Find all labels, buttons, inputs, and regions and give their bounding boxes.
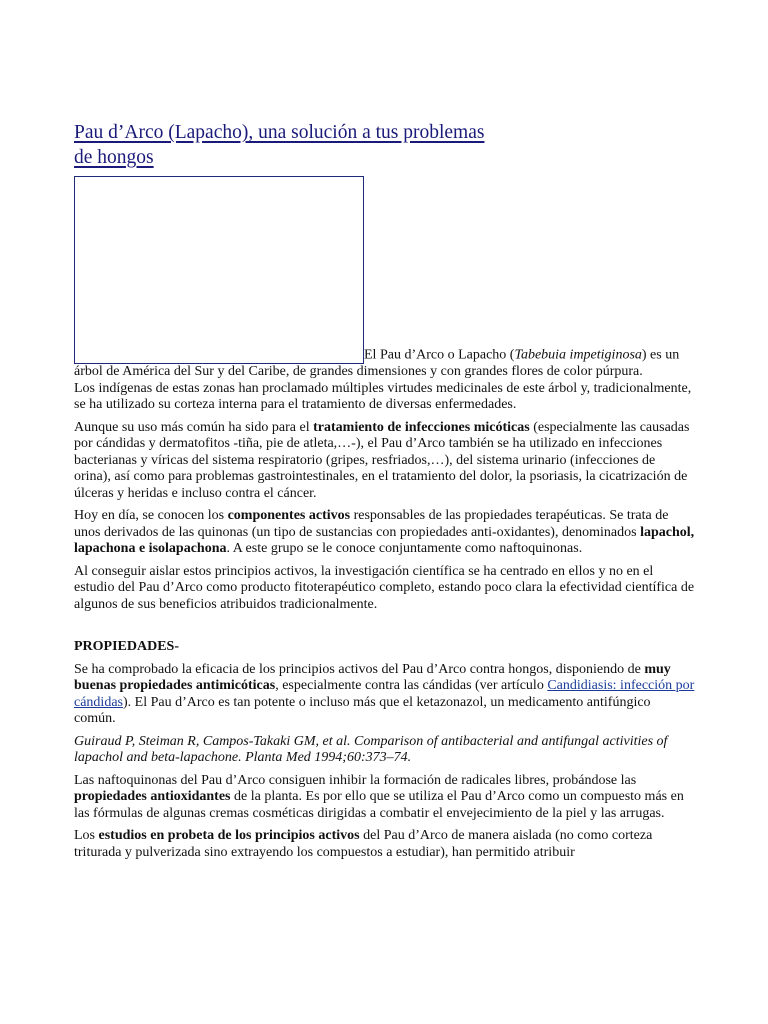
lapacho-image-placeholder (74, 176, 364, 364)
paragraph-indigenous: Los indígenas de estas zonas han proclamado múltiples virtudes medicinales de este árbol y, tradicionalmente, se ha utilizado su corteza interna para el tratamiento de diversas enfermedades. (74, 380, 692, 412)
citation-reference: Guiraud P, Steiman R, Campos-Takaki GM, et al. Comparison of antibacterial and antifungal activities of lapachol and beta-lapachone. Planta Med 1994;60:373–74. (74, 733, 668, 765)
antioxidant-text-1: Las naftoquinonas del Pau d’Arco consiguen inhibir la formación de radicales libres, probándose las (74, 772, 637, 788)
species-name: Tabebuia impetiginosa (514, 347, 642, 363)
components-text-2: responsables de las propiedades terapéuticas. Se trata de unos derivados de las quinonas (un tipo de sustancias con propiedades anti-oxidantes), denominados (74, 508, 669, 540)
antioxidant-text-2: de la planta. Es por ello que se utiliza el Pau d’Arco como un compuesto más en las fórmulas de algunas cremas cosméticas dirigidas a combatir el envejecimiento de la piel y las arrugas. (74, 789, 684, 821)
components-bold-active: componentes activos (227, 508, 351, 523)
intro-paragraph (74, 176, 695, 381)
intro-text-1: El Pau d’Arco o Lapacho ( (364, 347, 515, 363)
antifungal-text-1: Se ha comprobado la eficacia de los principios activos del Pau d’Arco contra hongos, disponiendo de (74, 661, 645, 677)
components-text-3: . A este grupo se le conoce conjuntamente como naftoquinonas. (226, 541, 583, 556)
section-heading-properties: PROPIEDADES- (74, 639, 180, 654)
article-title-line-1[interactable]: Pau d’Arco (Lapacho), una solución a tus problemas (74, 122, 485, 143)
antifungal-text-3: ). El Pau d’Arco es tan potente o incluso más que el ketazonazol, un medicamento antifúngico común. (74, 694, 651, 726)
uses-text-2: (especialmente las causadas por cándidas y dermatofitos -tiña, pie de atleta,…-), el Pau d’Arco también se ha utilizado en infecciones bacterianas y víricas del sistema respiratorio (gripes, resfriados,…), del sistema urinario (infecciones de orina), así como para problemas gastrointestinales, en el tratamiento del dolor, la psoriasis, la cicatrización de úlceras y heridas e incluso contra el cáncer. (74, 419, 690, 501)
studies-text-1: Los (74, 828, 99, 843)
antifungal-bold: muy buenas propiedades antimicóticas (74, 661, 671, 693)
article-title[interactable] (74, 0, 695, 170)
intro-text-2: ) es un árbol de América del Sur y del Caribe, de grandes dimensiones y con grandes flores de color púrpura. (74, 347, 680, 379)
components-text-1: Hoy en día, se conocen los (74, 508, 228, 523)
uses-text-1: Aunque su uso más común ha sido para el (74, 419, 314, 435)
paragraph-active-components (74, 508, 695, 558)
antioxidant-bold: propiedades antioxidantes (74, 789, 231, 804)
paragraph-research: Al conseguir aislar estos principios activos, la investigación científica se ha centrado en ellos y no en el estudio del Pau d’Arco como producto fitoterapéutico completo, estando poco clara la efectividad científica de algunos de sus beneficios atribuidos tradicionalmente. (74, 563, 695, 612)
paragraph-antioxidant (74, 773, 695, 823)
antifungal-text-2: , especialmente contra las cándidas (ver artículo (275, 678, 548, 693)
paragraph-studies (74, 828, 695, 861)
paragraph-uses (74, 420, 695, 503)
paragraph-antifungal (74, 662, 695, 728)
uses-bold-mycotic: tratamiento de infecciones micóticas (313, 419, 530, 435)
studies-bold: estudios en probeta de los principios activos (98, 828, 360, 843)
article-title-line-2[interactable]: de hongos (74, 147, 154, 168)
studies-text-2: del Pau d’Arco de manera aislada (no como corteza triturada y pulverizada sino extrayendo los compuestos a estudiar), han permitido atribuir (74, 828, 653, 860)
candidiasis-article-link[interactable]: Candidiasis: infección por cándidas (74, 678, 695, 710)
components-bold-lapachol: lapachol, lapachona e isolapachona (74, 524, 695, 556)
